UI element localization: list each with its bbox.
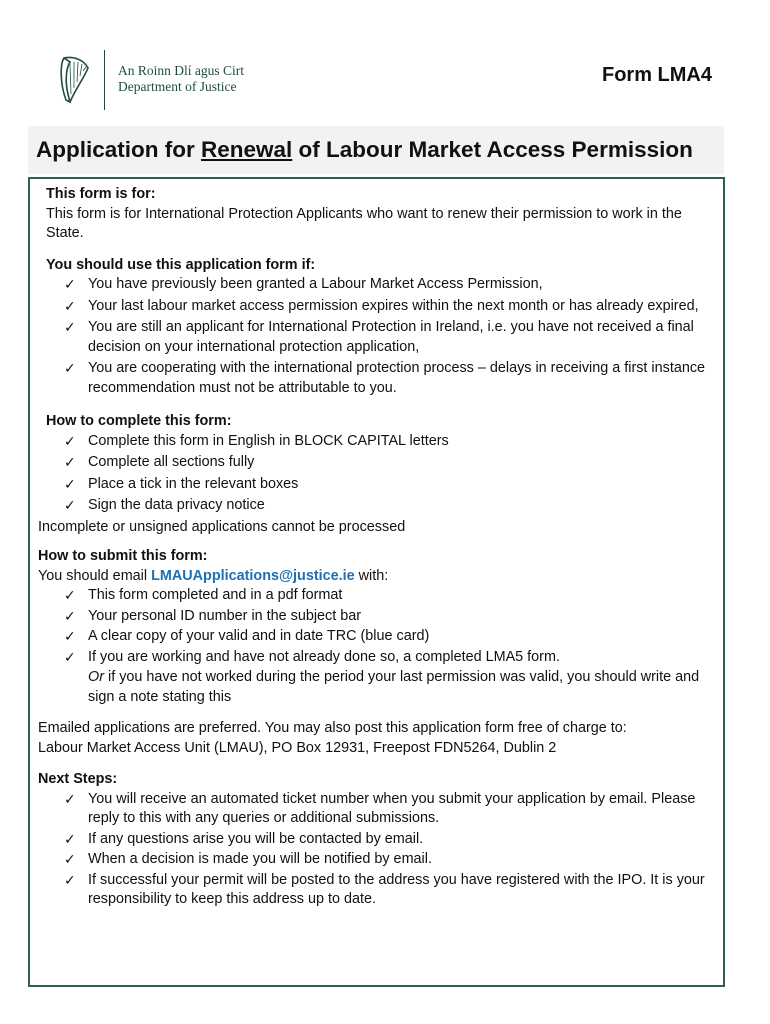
list-item (42, 586, 709, 606)
checkmark-icon: ✓ (64, 475, 76, 492)
list-item (42, 475, 709, 495)
checkmark-icon: ✓ (64, 871, 76, 888)
checkmark-icon: ✓ (64, 628, 76, 644)
page-header (0, 0, 770, 120)
post-info-line2: Labour Market Access Unit (LMAU), PO Box 12931, Freepost FDN5264, Dublin 2 (38, 739, 557, 756)
list-item-text: A clear copy of your valid and in date TRC (blue card) (88, 628, 430, 644)
checkmark-icon: ✓ (64, 454, 76, 470)
list-item-text: Complete this form in English in BLOCK CAPITAL letters (88, 432, 449, 449)
form-code: Form LMA4 (602, 64, 712, 86)
list-item-text: Sign the data privacy notice (88, 497, 265, 513)
checkmark-icon: ✓ (64, 790, 76, 807)
title-prefix: Application for (36, 137, 201, 162)
list-item (42, 850, 709, 870)
submit-list (42, 586, 709, 667)
section-heading-complete: How to complete this form: (46, 413, 232, 429)
section-heading-for: This form is for: (46, 186, 156, 202)
checkmark-icon: ✓ (64, 276, 76, 292)
list-item (42, 432, 709, 452)
page-title (36, 126, 724, 174)
list-item (42, 627, 709, 647)
list-item-text: If successful your permit will be posted to the address you have registered with the IPO. It is your responsibility to keep this address up to date. (88, 871, 705, 907)
or-word: Or (88, 669, 104, 685)
or-text: if you have not worked during the period your last permission was valid, you should write and sign a note stating this (88, 669, 700, 705)
checkmark-icon: ✓ (64, 497, 76, 513)
instructions-box (28, 177, 725, 987)
next-steps-list (42, 790, 709, 910)
section-text-for: This form is for International Protection Applicants who want to renew their permission to work in the State. (46, 205, 682, 241)
list-item-text: Complete all sections fully (88, 454, 255, 470)
list-item-text: This form completed and in a pdf format (88, 587, 343, 603)
section-heading-next: Next Steps: (38, 771, 118, 787)
title-suffix: of Labour Market Access Permission (292, 137, 693, 162)
section-heading-submit: How to submit this form: (38, 548, 208, 564)
list-item-text: You will receive an automated ticket number when you submit your application by email. Please reply to this with any queries or additional submissions. (88, 790, 696, 826)
list-item (42, 275, 709, 295)
checkmark-icon: ✓ (64, 607, 76, 624)
list-item (42, 318, 709, 357)
title-bar (28, 126, 724, 174)
use-if-list (42, 275, 709, 398)
checkmark-icon: ✓ (64, 319, 76, 335)
list-item (42, 830, 709, 850)
submit-intro-prefix: You should email (38, 567, 152, 584)
list-item-text: If any questions arise you will be contacted by email. (88, 830, 424, 847)
post-info-line1: Emailed applications are preferred. You may also post this application form free of charge to: (38, 720, 627, 736)
harp-icon (56, 54, 92, 106)
list-item-text: You are still an applicant for International Protection in Ireland, i.e. you have not received a final decision on your international protection application, (88, 319, 694, 355)
complete-list (42, 432, 709, 516)
email-link[interactable]: LMAUApplications@justice.ie (151, 567, 355, 584)
checkmark-icon: ✓ (64, 587, 76, 603)
list-item (42, 790, 709, 829)
list-item-text: You have previously been granted a Labour Market Access Permission, (88, 276, 543, 292)
list-item (42, 359, 709, 398)
list-item-text: Place a tick in the relevant boxes (88, 475, 299, 492)
list-item-text: When a decision is made you will be notified by email. (88, 851, 432, 867)
department-name-irish: An Roinn Dlí agus Cirt (118, 63, 245, 78)
list-item (42, 648, 709, 668)
list-item-text: Your personal ID number in the subject bar (88, 607, 362, 624)
submit-intro-suffix: with: (354, 567, 389, 584)
list-item-text: Your last labour market access permission expires within the next month or has already expired, (88, 297, 699, 314)
checkmark-icon: ✓ (64, 297, 76, 314)
list-item (42, 607, 709, 627)
section-heading-use-if: You should use this application form if: (46, 256, 316, 273)
list-item (42, 453, 709, 473)
list-item (42, 871, 709, 910)
department-name-english: Department of Justice (118, 79, 237, 94)
checkmark-icon: ✓ (64, 830, 76, 847)
checkmark-icon: ✓ (64, 851, 76, 867)
checkmark-icon: ✓ (64, 432, 76, 449)
list-item (42, 297, 709, 317)
list-item (42, 496, 709, 516)
checkmark-icon: ✓ (64, 648, 76, 665)
list-item-text: You are cooperating with the international protection process – delays in receiving a first instance recommendation must not be attributable to you. (88, 360, 706, 396)
or-note (42, 668, 709, 707)
submit-intro (38, 567, 709, 587)
checkmark-icon: ✓ (64, 360, 76, 376)
list-item-text: If you are working and have not already done so, a completed LMA5 form. (88, 648, 560, 665)
logo-divider (104, 50, 105, 110)
title-underlined-word: Renewal (201, 137, 293, 162)
incomplete-note: Incomplete or unsigned applications cannot be processed (38, 518, 406, 535)
